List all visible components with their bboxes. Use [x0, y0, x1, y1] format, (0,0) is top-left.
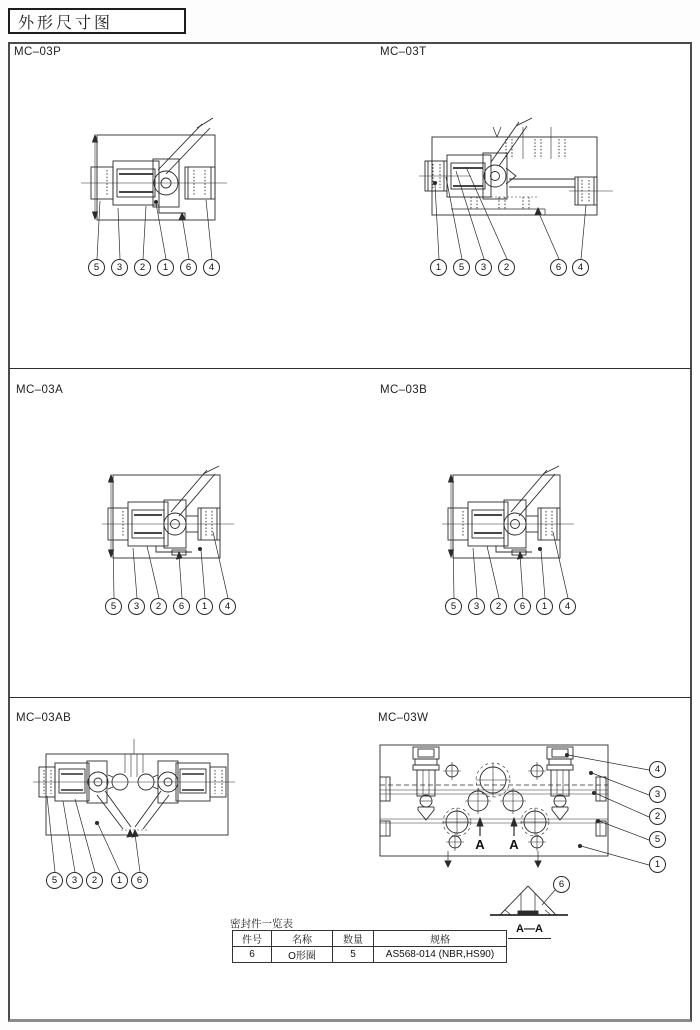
part-balloon: 1: [649, 856, 666, 873]
page-title: [8, 8, 186, 34]
seal-parts-table: [232, 930, 507, 963]
part-balloon: 2: [86, 872, 103, 889]
part-balloon: 3: [649, 786, 666, 803]
panel-label-mc03w: MC–03W: [378, 712, 429, 724]
panel-mc03p: [55, 113, 280, 285]
part-balloon: 1: [111, 872, 128, 889]
table-header-part-no: 件号: [233, 931, 272, 947]
part-balloon: 3: [128, 598, 145, 615]
page-title-text: 外形尺寸图: [18, 14, 114, 32]
panel-label-mc03ab: MC–03AB: [16, 712, 72, 724]
part-balloon: 5: [88, 259, 105, 276]
part-balloon: 3: [475, 259, 492, 276]
part-balloon: 5: [649, 831, 666, 848]
part-balloon: 2: [150, 598, 167, 615]
part-balloon: 5: [445, 598, 462, 615]
table-cell-part-no: 6: [233, 947, 272, 963]
part-balloon: 1: [157, 259, 174, 276]
part-balloon: 6: [131, 872, 148, 889]
section-mark-a1: A: [475, 837, 485, 852]
part-balloon: 6: [514, 598, 531, 615]
panel-mc03t: [405, 113, 685, 285]
part-balloon: 6: [553, 876, 570, 893]
part-balloon: 6: [550, 259, 567, 276]
panel-mc03ab: [25, 733, 240, 895]
table-cell-spec: AS568-014 (NBR,HS90): [374, 947, 507, 963]
seal-table-row: [233, 947, 507, 963]
part-balloon: 1: [430, 259, 447, 276]
panel-mc03w: [378, 733, 678, 948]
part-balloon: 4: [559, 598, 576, 615]
table-cell-name: O形圈: [272, 947, 333, 963]
mc03t-dimension-drawing: [405, 113, 685, 285]
section-mark-a2: A: [509, 837, 519, 852]
panel-label-mc03b: MC–03B: [380, 384, 428, 396]
part-balloon: 6: [180, 259, 197, 276]
panel-label-mc03a: MC–03A: [16, 384, 64, 396]
section-divider-1: [9, 368, 691, 369]
table-cell-qty: 5: [333, 947, 374, 963]
part-balloon: 6: [173, 598, 190, 615]
part-balloon: 2: [490, 598, 507, 615]
section-divider-2: [9, 697, 691, 698]
section-view-label: A—A: [508, 923, 551, 939]
part-balloon: 5: [453, 259, 470, 276]
seal-table-header-row: [233, 931, 507, 947]
part-balloon: 3: [111, 259, 128, 276]
part-balloon: 1: [536, 598, 553, 615]
table-header-name: 名称: [272, 931, 333, 947]
table-header-spec: 规格: [374, 931, 507, 947]
part-balloon: 3: [468, 598, 485, 615]
part-balloon: 4: [649, 761, 666, 778]
part-balloon: 5: [46, 872, 63, 889]
part-balloon: 4: [219, 598, 236, 615]
mc03w-dimension-drawing: [378, 733, 678, 948]
part-balloon: 2: [134, 259, 151, 276]
table-header-qty: 数量: [333, 931, 374, 947]
part-balloon: 3: [66, 872, 83, 889]
part-balloon: 1: [196, 598, 213, 615]
part-balloon: 2: [498, 259, 515, 276]
part-balloon: 5: [105, 598, 122, 615]
panel-label-mc03p: MC–03P: [14, 46, 62, 58]
part-balloon: 4: [572, 259, 589, 276]
panel-mc03a: [100, 453, 335, 625]
panel-label-mc03t: MC–03T: [380, 46, 427, 58]
seal-table-caption: 密封件一览表: [230, 918, 293, 930]
part-balloon: 2: [649, 808, 666, 825]
panel-mc03b: [440, 453, 675, 625]
part-balloon: 4: [203, 259, 220, 276]
mc03ab-dimension-drawing: [25, 733, 240, 895]
